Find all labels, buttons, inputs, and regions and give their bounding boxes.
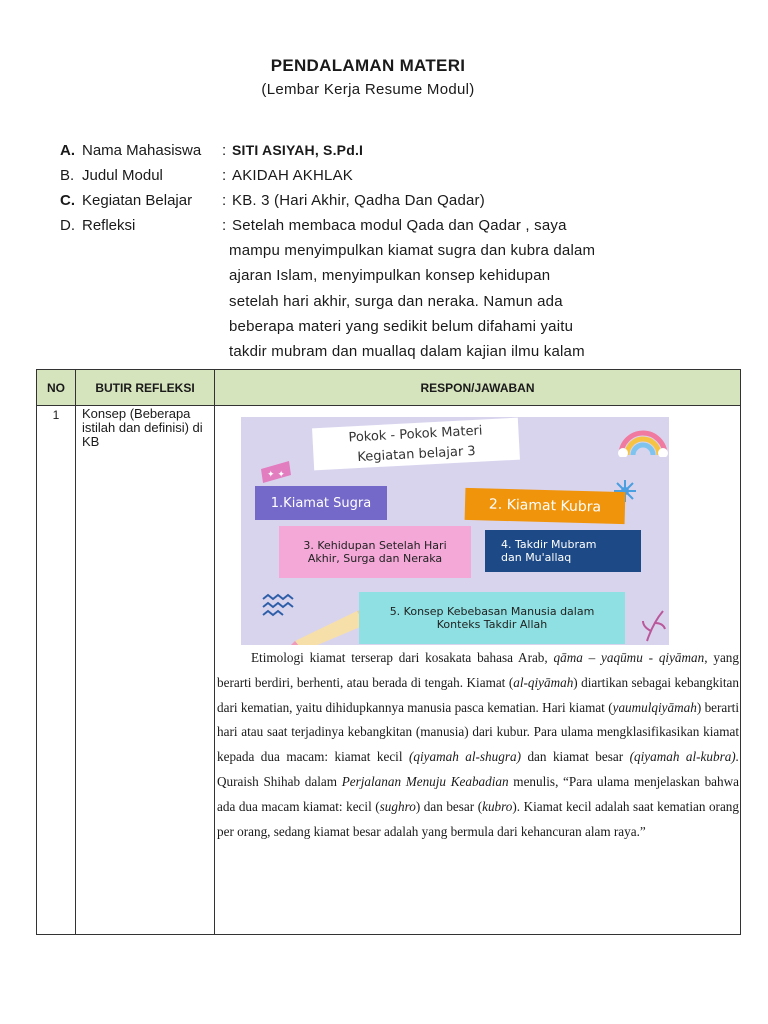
topic-line: 3. Kehidupan Setelah Hari <box>303 539 447 552</box>
topic-line: 5. Konsep Kebebasan Manusia dalam <box>389 605 595 618</box>
topic-kiamat-sugra: 1.Kiamat Sugra <box>255 486 387 520</box>
header-respon: RESPON/JAWABAN <box>215 370 741 406</box>
learning-activity: KB. 3 (Hari Akhir, Qadha Dan Qadar) <box>232 192 485 209</box>
topic-line: dan Mu'allaq <box>501 551 572 564</box>
reflection-line: setelah hari akhir, surga dan neraka. Namun ada <box>229 292 563 310</box>
infographic-title-line: Pokok - Pokok Materi <box>348 423 483 446</box>
module-title: AKIDAH AKHLAK <box>232 167 353 184</box>
paragraph-text: Etimologi kiamat terserap dari kosakata bahasa Arab, <box>251 650 554 665</box>
info-letter: C. <box>60 192 75 209</box>
infographic-title <box>312 418 520 471</box>
table-header-row <box>37 370 741 406</box>
info-letter: A. <box>60 142 75 159</box>
reflection-line: takdir mubram dan muallaq dalam kajian ilmu kalam <box>229 343 585 361</box>
reflection-line: beberapa materi yang sedikit belum difahami yaitu <box>229 317 574 335</box>
reflection-line: mampu menyimpulkan kiamat sugra dan kubra dalam <box>229 242 596 259</box>
paragraph-text: ) berarti hari atau saat terjadinya kebangkitan (manusia) dari kubur. Para ulama mengklasifikasikan kiamat kepada dua macam: kiamat kecil <box>217 699 739 765</box>
info-label: Kegiatan Belajar <box>82 192 193 209</box>
info-label: Judul Modul <box>82 167 163 184</box>
paragraph-italic: kubro <box>482 798 513 814</box>
paragraph-text: ) dan besar ( <box>415 798 483 814</box>
infographic-title-line: Kegiatan belajar 3 <box>357 443 477 466</box>
paragraph-italic: Perjalanan Menuju Keabadian <box>341 773 509 789</box>
topic-line: Akhir, Surga dan Neraka <box>307 552 443 565</box>
reflection-line: ajaran Islam, menyimpulkan konsep kehidupan <box>229 267 551 285</box>
topic-kehidupan-setelah-hari-akhir <box>279 526 471 578</box>
paragraph-italic: (qiyamah al-shugra) <box>409 749 521 765</box>
paragraph-italic: yaumulqiyāmah <box>612 699 697 715</box>
header-no: NO <box>37 370 76 406</box>
reflection-table <box>36 369 741 935</box>
leaf-icon <box>641 609 667 643</box>
info-colon: : <box>222 217 227 234</box>
reflection-text <box>229 242 699 368</box>
svg-text:✦ ✦: ✦ ✦ <box>267 470 285 480</box>
infographic <box>241 417 669 645</box>
paragraph-italic: sughro <box>379 798 416 814</box>
paragraph-italic: (qiyamah al-kubra). <box>629 749 739 765</box>
page-title: PENDALAMAN MATERI <box>270 56 466 75</box>
response-paragraph <box>217 646 739 844</box>
row-response <box>215 406 741 935</box>
info-row-reflection <box>60 217 720 242</box>
ribbon-icon <box>259 459 293 487</box>
paragraph-italic: qāma – yaqūmu - qiyāman <box>553 650 705 665</box>
paragraph-text: dan kiamat besar <box>520 749 630 765</box>
info-letter: D. <box>60 217 75 234</box>
info-row-activity <box>60 192 720 217</box>
info-row-module <box>60 167 720 192</box>
table-row <box>37 406 741 935</box>
info-label: Refleksi <box>82 217 136 234</box>
topic-takdir-mubram <box>485 530 641 572</box>
student-name: SITI ASIYAH, S.Pd.I <box>232 142 364 158</box>
row-butir: Konsep (Beberapa istilah dan definisi) di KB <box>76 406 215 935</box>
info-colon: : <box>222 142 227 159</box>
page-subtitle: (Lembar Kerja Resume Modul) <box>261 81 475 98</box>
paragraph-text: ). Kiamat kecil adalah saat kematian orang per orang, sedang kiamat besar adalah yang bermula dari kehancuran alam raya.” <box>217 798 739 839</box>
row-number: 1 <box>37 406 76 935</box>
paragraph-text: , yang berarti berdiri, berhenti, atau berada di tengah. Kiamat ( <box>217 650 739 690</box>
info-row-name <box>60 142 720 167</box>
reflection-first-line: Setelah membaca modul Qada dan Qadar , saya <box>232 217 567 234</box>
info-colon: : <box>222 167 227 184</box>
header-butir: BUTIR REFLEKSI <box>76 370 215 406</box>
info-label: Nama Mahasiswa <box>82 142 202 159</box>
paragraph-text: Quraish Shihab dalam <box>217 773 342 789</box>
info-letter: B. <box>60 167 75 184</box>
paragraph-text: ) diartikan sebagai kebangkitan dari kematian, yaitu dihidupkannya manusia pasca kematian. Hari kiamat ( <box>217 674 739 715</box>
paragraph-italic: al-qiyāmah <box>513 674 574 690</box>
topic-konsep-kebebasan <box>359 592 625 644</box>
topic-line: 4. Takdir Mubram <box>501 538 597 551</box>
student-info <box>60 142 720 242</box>
paragraph-text: menulis, “Para ulama menjelaskan bahwa ada dua macam kiamat: kecil ( <box>217 773 739 814</box>
topic-line: Konteks Takdir Allah <box>436 618 548 631</box>
rainbow-icon <box>615 417 669 457</box>
topic-kiamat-kubra: 2. Kiamat Kubra <box>465 488 626 524</box>
info-colon: : <box>222 192 227 209</box>
